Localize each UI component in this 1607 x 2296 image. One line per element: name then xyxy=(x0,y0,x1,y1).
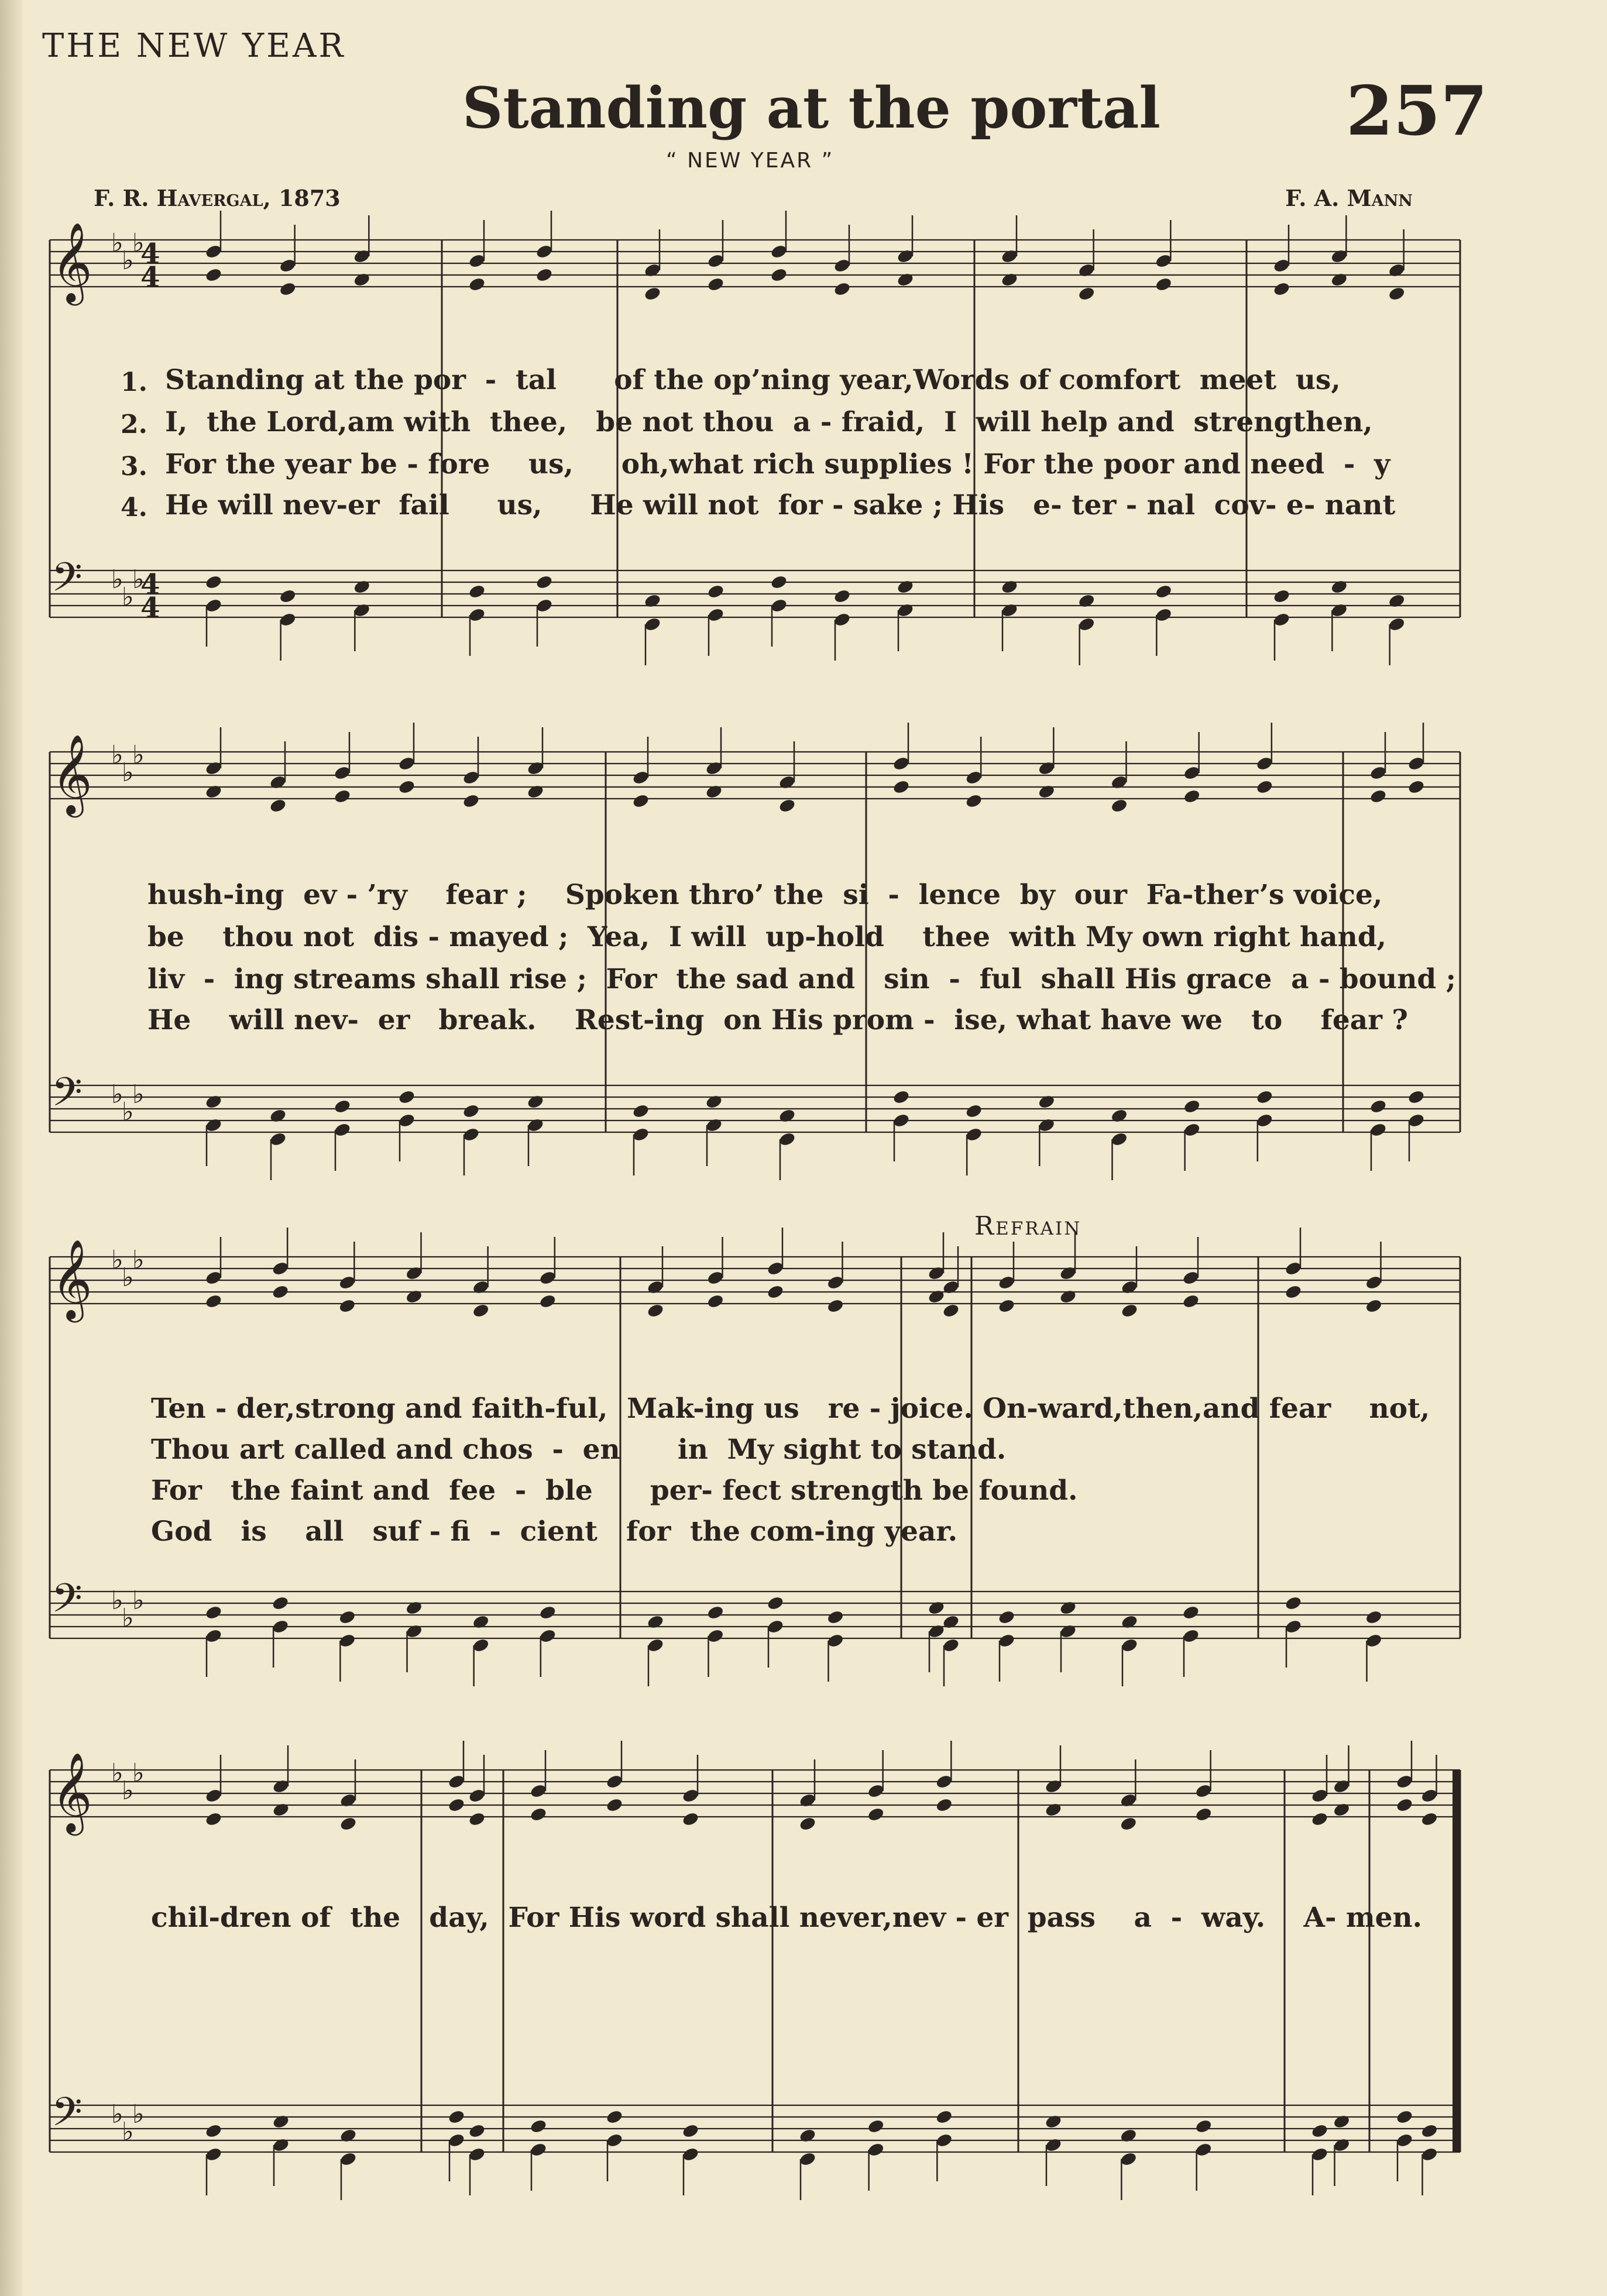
note-head xyxy=(942,1302,960,1318)
lyric-line: He will nev- er break. Rest-ing on His prom - ise, what have we to fear ? xyxy=(147,1004,1408,1036)
note-head xyxy=(272,2113,290,2129)
note-head xyxy=(1120,2127,1138,2143)
note-head xyxy=(1044,2113,1062,2129)
verse-number: 3. xyxy=(121,452,147,482)
note-head xyxy=(646,1614,664,1630)
note-head xyxy=(468,276,486,292)
lyric-line: God is all suf - fi - cient for the com-ing year. xyxy=(151,1515,958,1548)
note-head xyxy=(705,1094,723,1109)
hymn-title: Standing at the portal xyxy=(462,75,1160,141)
note-head xyxy=(204,2123,222,2139)
note-head xyxy=(538,1293,557,1309)
note-head xyxy=(338,1298,356,1314)
note-head xyxy=(529,2118,547,2134)
flat-icon: ♭ xyxy=(122,1603,134,1633)
section-heading: THE NEW YEAR xyxy=(42,27,346,65)
note-head xyxy=(447,1797,465,1813)
treble-clef-icon: 𝄞 xyxy=(51,221,92,302)
flat-icon: ♭ xyxy=(111,1080,123,1109)
lyric-line: For the year be - fore us, oh,what rich supplies ! For the poor and need - y xyxy=(165,448,1390,480)
note-head xyxy=(1000,271,1018,287)
note-head xyxy=(1077,593,1096,609)
lyric-line: Thou art called and chos - en in My sight to stand. xyxy=(151,1434,1007,1466)
note-head xyxy=(1369,1098,1387,1114)
note-head xyxy=(1183,1098,1201,1114)
note-head xyxy=(1194,1806,1213,1822)
note-head xyxy=(935,1797,953,1813)
note-head xyxy=(468,1811,486,1827)
note-head xyxy=(766,1284,784,1300)
note-head xyxy=(1310,2123,1328,2139)
flat-icon: ♭ xyxy=(132,1758,145,1788)
bass-clef-icon: 𝄢 xyxy=(51,555,83,610)
note-head xyxy=(526,1094,544,1109)
note-head xyxy=(472,1302,490,1318)
note-head xyxy=(339,1816,357,1831)
note-head xyxy=(397,779,416,795)
note-head xyxy=(867,2118,885,2134)
note-head xyxy=(204,783,222,799)
lyric-line: Ten - der,strong and faith-ful, Mak-ing us re - joice. On-ward,then,and fear not, xyxy=(151,1393,1430,1425)
note-head xyxy=(605,1797,623,1813)
note-head xyxy=(1369,788,1387,804)
note-head xyxy=(1388,593,1406,609)
note-head xyxy=(826,1298,844,1314)
lyric-line: Standing at the por - tal of the op’ning year,Words of comfort meet us, xyxy=(165,364,1341,396)
note-head xyxy=(333,1098,351,1114)
note-head xyxy=(892,779,910,795)
note-head xyxy=(535,574,553,590)
note-head xyxy=(833,588,851,604)
note-head xyxy=(339,2127,357,2143)
note-head xyxy=(1155,583,1173,599)
note-head xyxy=(997,1298,1015,1314)
bass-clef-icon: 𝄢 xyxy=(51,2089,83,2145)
flat-icon: ♭ xyxy=(111,2099,123,2129)
note-head xyxy=(1110,798,1128,813)
note-head xyxy=(1284,1595,1302,1611)
note-head xyxy=(397,1089,416,1105)
note-head xyxy=(204,1293,222,1309)
note-head xyxy=(1255,1089,1273,1105)
note-head xyxy=(778,1108,796,1123)
bass-clef-icon: 𝄢 xyxy=(51,1070,83,1125)
note-head xyxy=(681,2123,699,2139)
note-head xyxy=(468,583,486,599)
note-head xyxy=(705,783,723,799)
hymn-number: 257 xyxy=(1346,71,1488,151)
tune-name: “ NEW YEAR ” xyxy=(666,149,835,173)
note-head xyxy=(1330,579,1348,594)
treble-clef-icon: 𝄞 xyxy=(51,733,92,814)
final-barline xyxy=(1453,1770,1460,2152)
note-head xyxy=(1059,1288,1077,1304)
note-head xyxy=(706,583,724,599)
flat-icon: ♭ xyxy=(111,1758,123,1788)
treble-clef-icon: 𝄞 xyxy=(51,1751,92,1832)
lyric-line: hush-ing ev - ’ry fear ; Spoken thro’ the si - lence by our Fa-ther’s voice, xyxy=(147,879,1383,911)
flat-icon: ♭ xyxy=(132,1245,145,1275)
note-head xyxy=(1272,588,1290,604)
note-head xyxy=(269,798,287,813)
note-head xyxy=(279,281,297,297)
note-head xyxy=(1194,2118,1213,2134)
lyric-line: be thou not dis - mayed ; Yea, I will up-hold thee with My own right hand, xyxy=(147,921,1387,953)
note-head xyxy=(526,783,544,799)
note-head xyxy=(353,579,371,594)
note-head xyxy=(1038,1094,1056,1109)
note-head xyxy=(643,593,661,609)
note-head xyxy=(1420,1811,1438,1827)
note-head xyxy=(1420,2123,1438,2139)
note-head xyxy=(204,1811,222,1827)
note-head xyxy=(770,574,788,590)
note-head xyxy=(472,1614,490,1630)
note-head xyxy=(706,1293,724,1309)
note-head xyxy=(1120,1614,1138,1630)
note-head xyxy=(1284,1284,1302,1300)
flat-icon: ♭ xyxy=(111,1586,123,1616)
flat-icon: ♭ xyxy=(132,228,145,258)
note-head xyxy=(1395,1797,1413,1813)
note-head xyxy=(1182,1293,1200,1309)
note-head xyxy=(965,1103,983,1119)
note-head xyxy=(1365,1609,1383,1625)
flat-icon: ♭ xyxy=(132,565,145,594)
note-head xyxy=(1407,1089,1425,1105)
note-head xyxy=(826,1609,844,1625)
note-head xyxy=(405,1288,423,1304)
lyric-line: He will nev-er fail us, He will not for - sake ; His e- ter - nal cov- e- nant xyxy=(165,489,1396,521)
note-head xyxy=(798,1816,816,1831)
flat-icon: ♭ xyxy=(111,740,123,770)
note-head xyxy=(706,1604,724,1620)
note-head xyxy=(529,1806,547,1822)
note-head xyxy=(405,1600,423,1616)
lyric-line: liv - ing streams shall rise ; For the sad and sin - ful shall His grace a - bound ; xyxy=(147,963,1456,995)
note-head xyxy=(269,1108,287,1123)
time-signature: 4 xyxy=(140,261,160,294)
note-head xyxy=(798,2127,816,2143)
verse-number: 1. xyxy=(121,367,147,397)
note-head xyxy=(279,588,297,604)
lyric-line: chil-dren of the day, For His word shall never,nev - er pass a - way. A- men. xyxy=(151,1902,1423,1934)
note-head xyxy=(1183,788,1201,804)
note-head xyxy=(333,788,351,804)
note-head xyxy=(778,798,796,813)
note-head xyxy=(892,1089,910,1105)
note-head xyxy=(1395,2109,1413,2125)
note-head xyxy=(896,579,914,594)
note-head xyxy=(646,1302,664,1318)
note-head xyxy=(204,267,222,283)
time-signature: 4 xyxy=(140,568,160,601)
treble-clef-icon: 𝄞 xyxy=(51,1238,92,1319)
note-head xyxy=(1000,579,1018,594)
note-head xyxy=(770,267,788,283)
time-signature: 4 xyxy=(140,592,160,624)
music-credit: F. A. Mann xyxy=(1285,185,1413,211)
note-head xyxy=(535,267,553,283)
note-head xyxy=(272,1284,290,1300)
note-head xyxy=(1333,2113,1351,2129)
note-head xyxy=(204,1604,222,1620)
verse-number: 4. xyxy=(121,493,147,523)
note-head xyxy=(272,1595,290,1611)
flat-icon: ♭ xyxy=(122,582,134,612)
note-head xyxy=(1077,286,1096,301)
flat-icon: ♭ xyxy=(122,2117,134,2147)
note-head xyxy=(1044,1802,1062,1817)
note-head xyxy=(338,1609,356,1625)
note-head xyxy=(462,1103,480,1119)
flat-icon: ♭ xyxy=(111,1245,123,1275)
lyric-line: For the faint and fee - ble per- fect strength be found. xyxy=(151,1474,1078,1507)
note-head xyxy=(353,271,371,287)
verse-number: 2. xyxy=(121,410,147,439)
note-head xyxy=(942,1614,960,1630)
note-head xyxy=(1255,779,1273,795)
note-head xyxy=(1120,1816,1138,1831)
words-credit: F. R. Havergal, 1873 xyxy=(94,185,341,211)
note-head xyxy=(1333,1802,1351,1817)
flat-icon: ♭ xyxy=(122,758,134,788)
bass-clef-icon: 𝄢 xyxy=(51,1576,83,1631)
flat-icon: ♭ xyxy=(111,228,123,258)
note-head xyxy=(1365,1298,1383,1314)
lyric-line: I, the Lord,am with thee, be not thou a - fraid, I will help and strengthen, xyxy=(165,406,1373,438)
note-head xyxy=(462,793,480,809)
note-head xyxy=(538,1604,557,1620)
note-head xyxy=(447,2109,465,2125)
note-head xyxy=(766,1595,784,1611)
note-head xyxy=(965,793,983,809)
note-head xyxy=(1155,276,1173,292)
note-head xyxy=(631,793,650,809)
flat-icon: ♭ xyxy=(122,1263,134,1293)
note-head xyxy=(935,2109,953,2125)
note-head xyxy=(1120,1302,1138,1318)
note-head xyxy=(643,286,661,301)
note-head xyxy=(681,1811,699,1827)
flat-icon: ♭ xyxy=(132,2099,145,2129)
note-head xyxy=(833,281,851,297)
flat-icon: ♭ xyxy=(132,1080,145,1109)
note-head xyxy=(1407,779,1425,795)
flat-icon: ♭ xyxy=(132,740,145,770)
flat-icon: ♭ xyxy=(122,246,134,276)
note-head xyxy=(867,1806,885,1822)
note-head xyxy=(631,1103,650,1119)
note-head xyxy=(1110,1108,1128,1123)
note-head xyxy=(997,1609,1015,1625)
note-head xyxy=(927,1288,945,1304)
note-head xyxy=(468,2123,486,2139)
note-head xyxy=(204,1094,222,1109)
note-head xyxy=(1038,783,1056,799)
note-head xyxy=(896,271,914,287)
flat-icon: ♭ xyxy=(122,1776,134,1806)
note-head xyxy=(1272,281,1290,297)
note-head xyxy=(706,276,724,292)
note-head xyxy=(1059,1600,1077,1616)
refrain-label: Refrain xyxy=(974,1211,1082,1241)
flat-icon: ♭ xyxy=(132,1586,145,1616)
note-head xyxy=(272,1802,290,1817)
note-head xyxy=(204,574,222,590)
note-head xyxy=(1182,1604,1200,1620)
note-head xyxy=(1388,286,1406,301)
note-head xyxy=(605,2109,623,2125)
flat-icon: ♭ xyxy=(122,1097,134,1127)
flat-icon: ♭ xyxy=(111,565,123,594)
note-head xyxy=(927,1600,945,1616)
note-head xyxy=(1310,1811,1328,1827)
note-head xyxy=(1330,271,1348,287)
time-signature: 4 xyxy=(140,238,160,270)
